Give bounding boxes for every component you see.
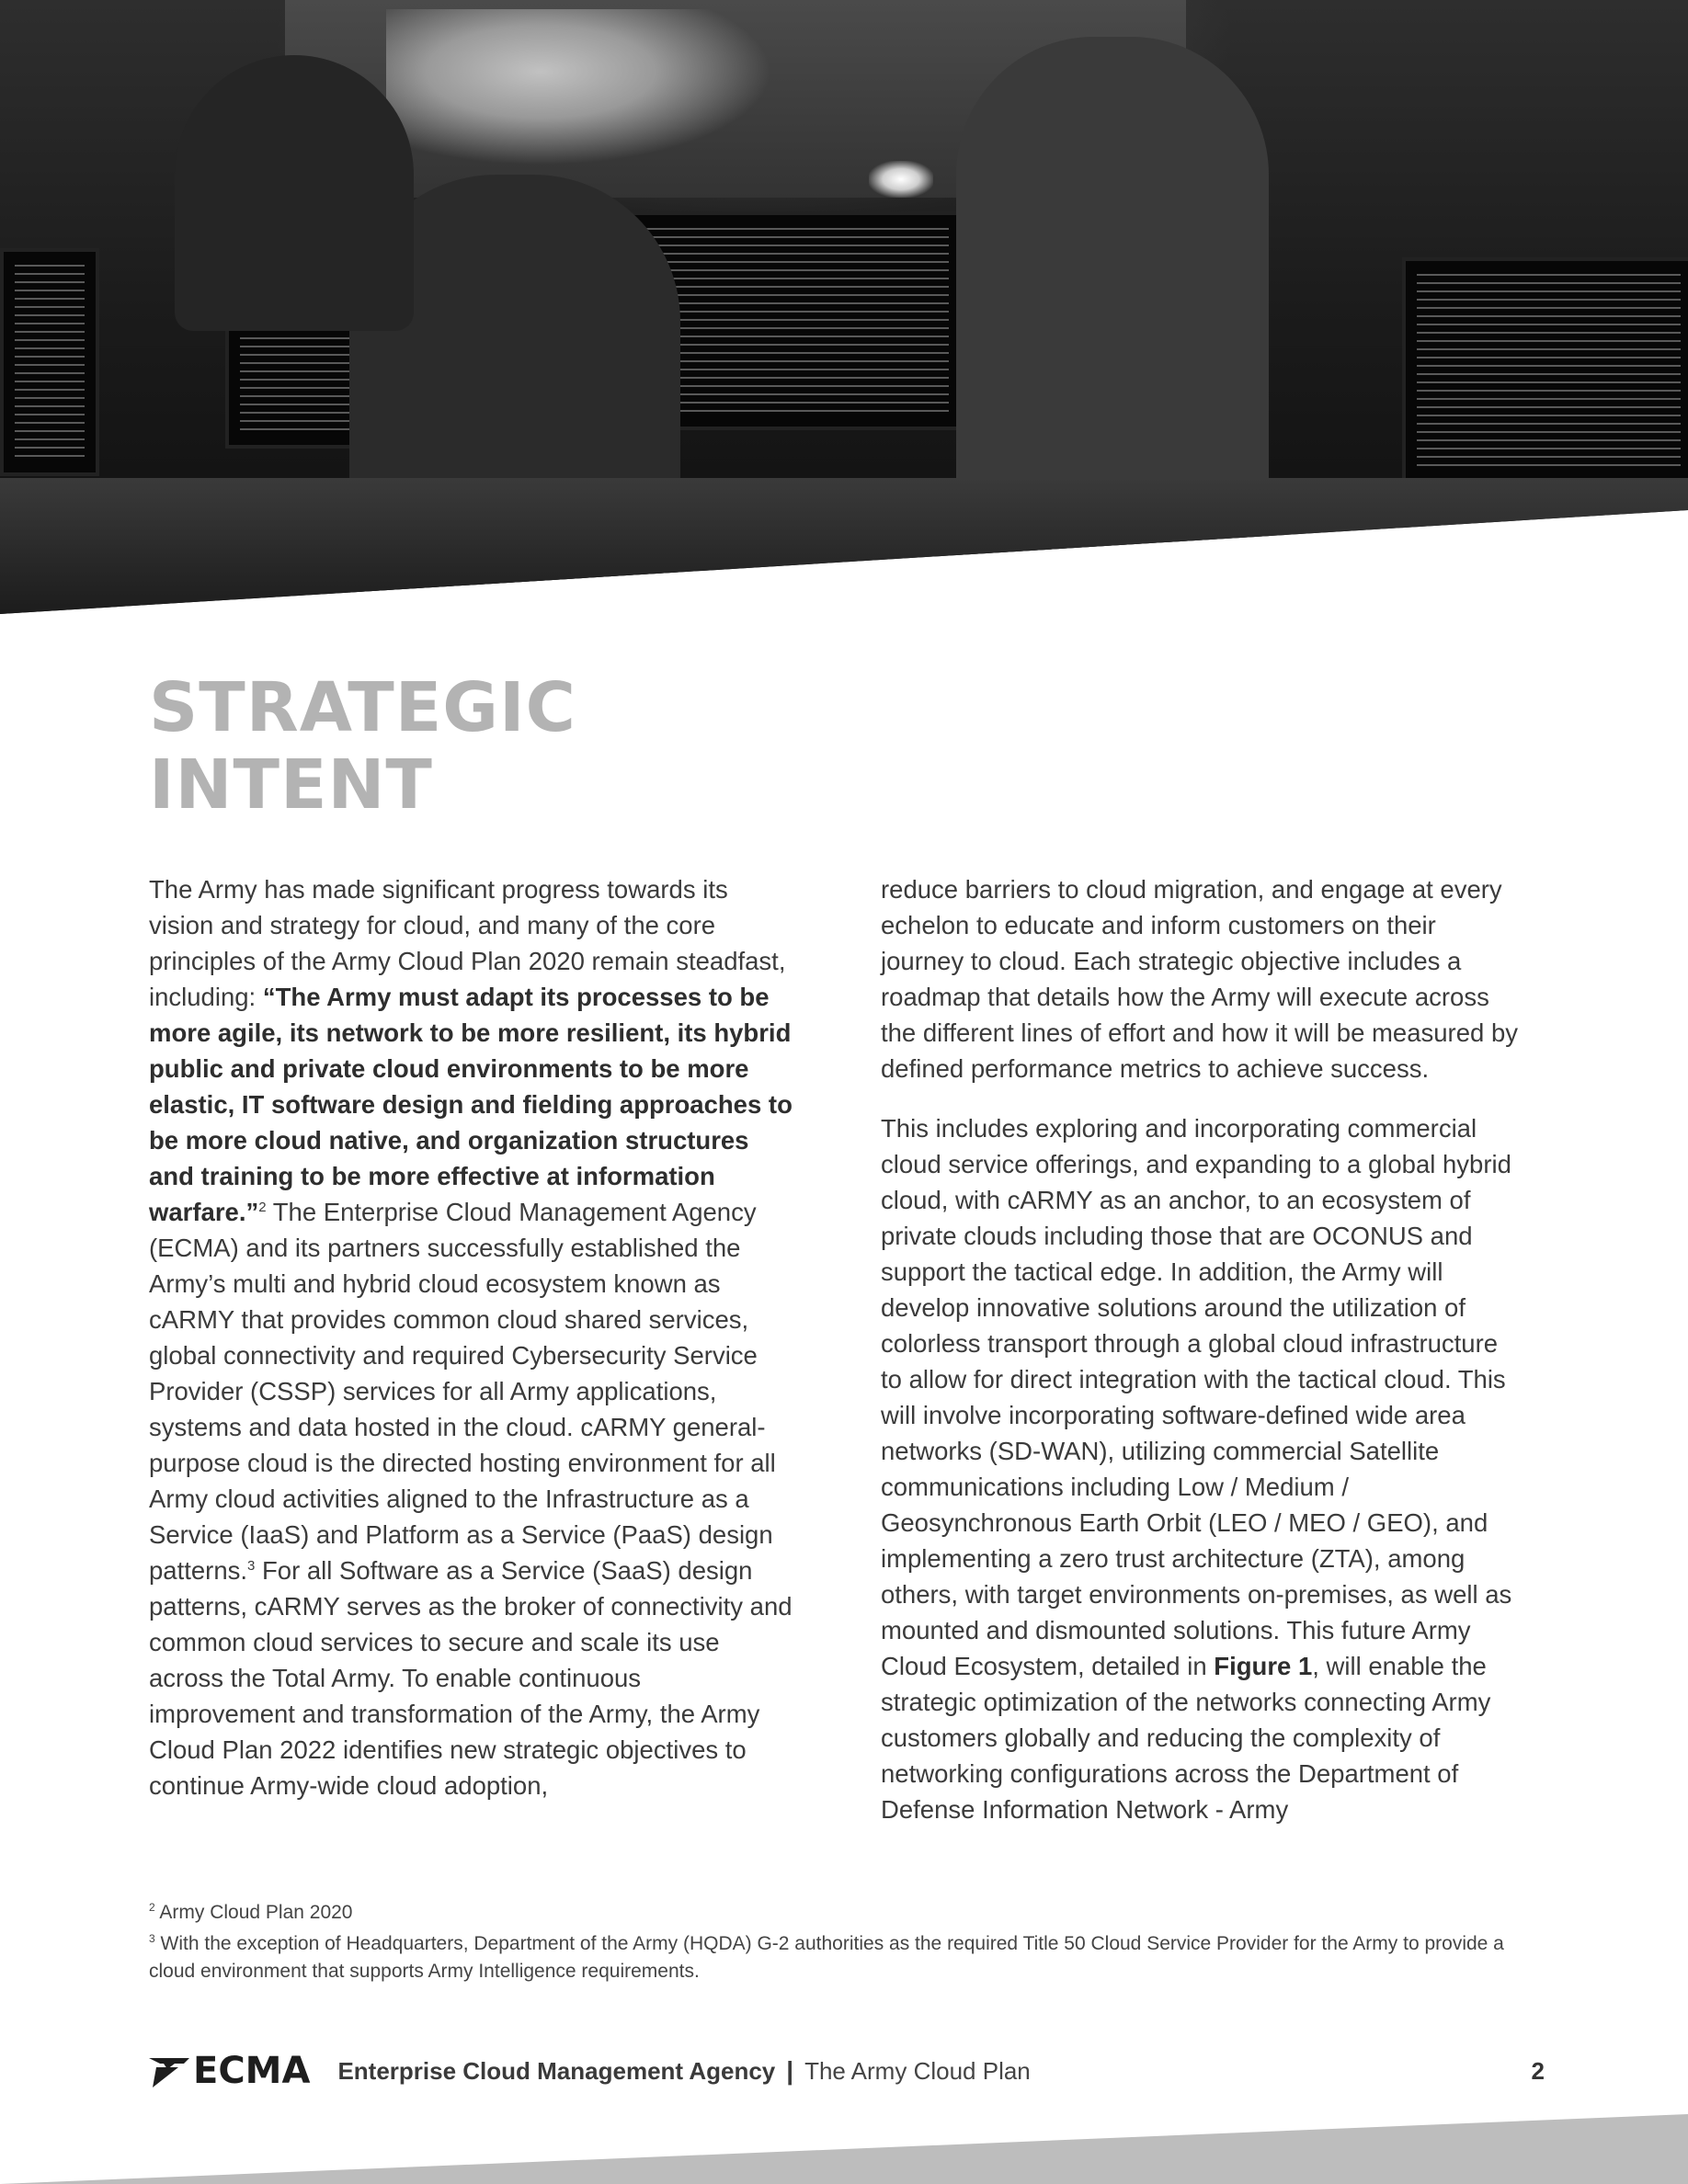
footnote-3 bbox=[149, 1930, 1546, 1985]
document-title: The Army Cloud Plan bbox=[804, 2056, 1031, 2085]
page-footer bbox=[147, 2048, 1545, 2094]
right-paragraph-2 bbox=[881, 1110, 1524, 1827]
right-paragraph-1: reduce barriers to cloud migration, and engage at every echelon to educate and inform customers on their journey to cloud. Each strategic objective includes a roadmap that details how the Army will execute across the different lines of effort and how it will be measured by defined performance metrics to achieve success. bbox=[881, 875, 1518, 1083]
hero-photo bbox=[0, 0, 1688, 618]
desk bbox=[0, 478, 1688, 618]
page-title bbox=[149, 669, 576, 824]
footnotes bbox=[149, 1899, 1546, 1989]
footer-band bbox=[0, 2114, 1688, 2184]
footnote-text: With the exception of Headquarters, Department of the Army (HQDA) G-2 authorities as the required Title 50 Cloud Service Provider for the Army to provide a cloud environment that supports Army Intelligence requirements. bbox=[149, 1933, 1504, 1982]
page-number: 2 bbox=[1531, 2056, 1545, 2085]
body-text-end: For all Software as a Service (SaaS) design patterns, cARMY serves as the broker of connectivity and common cloud services to secure and scale its use across the Total Army. To enable continuous improvement and transformation of the Army, the Army Cloud Plan 2022 identifies new strategic objectives to continue Army-wide cloud adoption, bbox=[149, 1556, 793, 1800]
org-name: Enterprise Cloud Management Agency bbox=[337, 2056, 776, 2085]
footer-separator: | bbox=[786, 2056, 794, 2085]
footnote-ref-3: 3 bbox=[247, 1557, 256, 1574]
footnote-text: Army Cloud Plan 2020 bbox=[154, 1902, 353, 1923]
logo-text: ECMA bbox=[193, 2050, 311, 2092]
intro-text: The Army has made significant progress towards its vision and strategy for cloud, and many of the core principles of the Army Cloud Plan 2020 remain steadfast, including: bbox=[149, 875, 786, 1011]
figure-reference: Figure 1 bbox=[1214, 1652, 1313, 1680]
monitor-right bbox=[1402, 257, 1688, 485]
right-column bbox=[881, 871, 1524, 1851]
monitor-left bbox=[0, 248, 99, 476]
background-person bbox=[175, 55, 414, 331]
footnote-ref-2: 2 bbox=[258, 1199, 267, 1215]
footnote-number: 3 bbox=[149, 1932, 155, 1945]
footnote-number: 2 bbox=[149, 1901, 155, 1914]
footnote-2 bbox=[149, 1899, 1546, 1927]
left-paragraph bbox=[149, 871, 793, 1803]
ecma-logo bbox=[147, 2051, 310, 2091]
body-text: The Enterprise Cloud Management Agency (ECMA) and its partners successfully established the Army’s multi and hybrid cloud ecosystem known as cARMY that provides common cloud shared services, global connectivity and required Cybersecurity Service Provider (CSSP) services for all Army applications, systems and data hosted in the cloud. cARMY general-purpose cloud is the directed hosting environment for all Army cloud activities aligned to the Infrastructure as a Service (IaaS) and Platform as a Service (PaaS) design patterns. bbox=[149, 1198, 776, 1585]
quote-text: “The Army must adapt its processes to be more agile, its network to be more resilient, its hybrid public and private cloud environments to be more elastic, IT software design and fielding approaches to be more cloud native, and organization structures and training to be more effective at information warfare.” bbox=[149, 983, 793, 1226]
title-line-2: INTENT bbox=[149, 745, 433, 825]
desk-lamp bbox=[869, 161, 933, 198]
body-text-end: , will enable the strategic optimization of the networks connecting Army customers globally and reducing the complexity of networking configurations across the Department of Defense Information Network - Army bbox=[881, 1652, 1491, 1824]
title-line-1: STRATEGIC bbox=[149, 668, 576, 747]
world-map-display bbox=[386, 9, 772, 165]
body-text: This includes exploring and incorporating commercial cloud service offerings, and expanding to a global hybrid cloud, with cARMY as an anchor, to an ecosystem of private clouds including those that are OCONUS and support the tactical edge. In addition, the Army will develop innovative solutions around the utilization of colorless transport through a global cloud infrastructure to allow for direct integration with the tactical cloud. This will involve incorporating software-defined wide area networks (SD-WAN), utilizing commercial Satellite communications including Low / Medium / Geosynchronous Earth Orbit (LEO / MEO / GEO), and implementing a zero trust architecture (ZTA), among others, with target environments on-premises, as well as mounted and dismounted solutions. This future Army Cloud Ecosystem, detailed in bbox=[881, 1114, 1512, 1680]
left-column bbox=[149, 871, 793, 1827]
ecma-logo-icon bbox=[147, 2053, 191, 2089]
